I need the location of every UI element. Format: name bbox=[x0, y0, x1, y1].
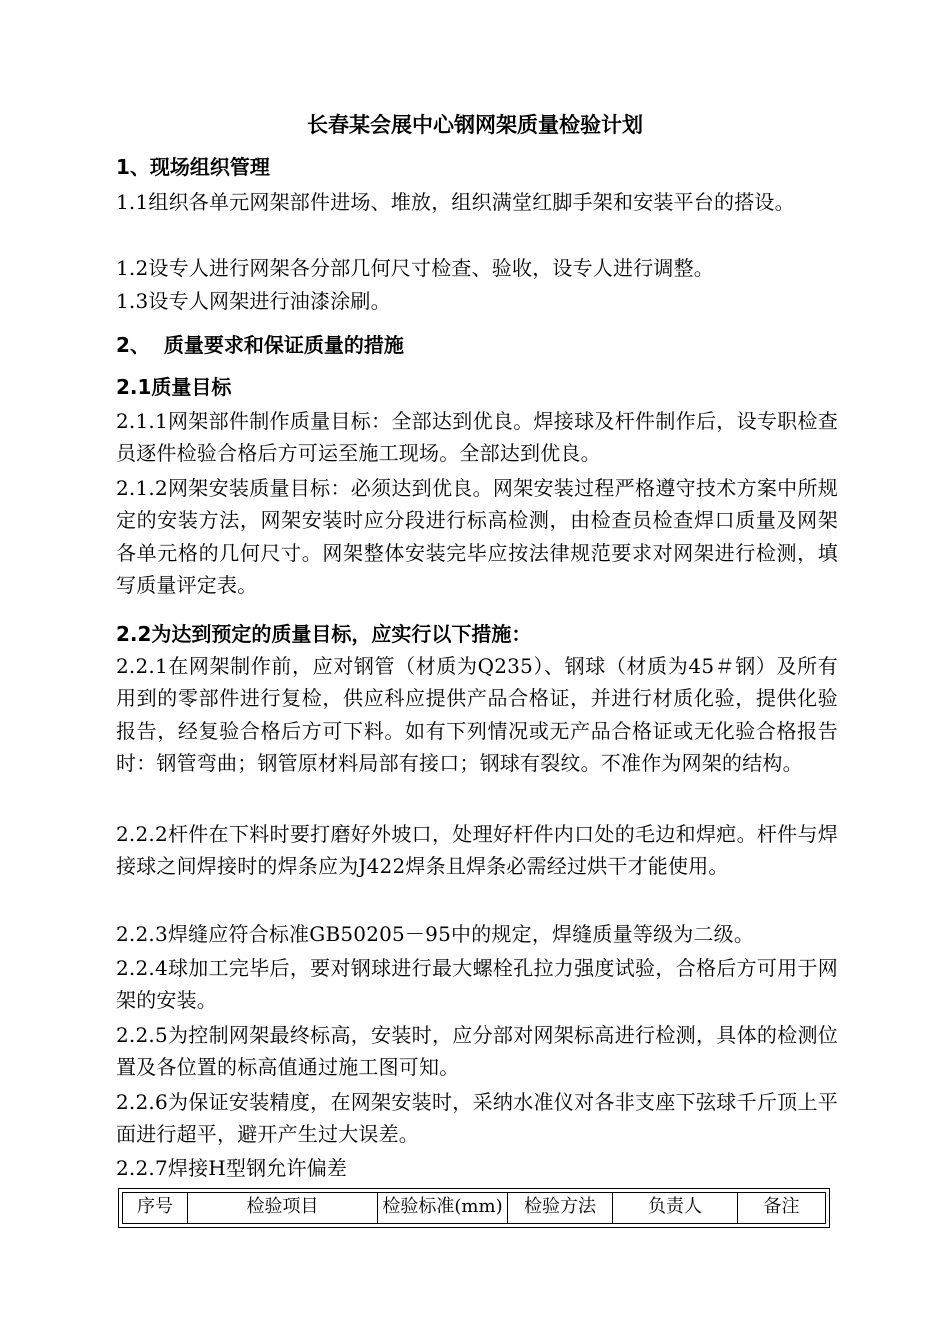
document-title: 长春某会展中心钢网架质量检验计划 bbox=[307, 113, 643, 137]
paragraph-1-3: 1.3设专人网架进行油漆涂刷。 bbox=[116, 289, 391, 313]
section-2-2-heading: 2.2为达到预定的质量目标，应实行以下措施： bbox=[116, 622, 532, 646]
paragraph-2-2-3: 2.2.3焊缝应符合标准GB50205－95中的规定，焊缝质量等级为二级。 bbox=[116, 922, 755, 946]
paragraph-2-2-2: 2.2.2杆件在下料时要打磨好外坡口，处理好杆件内口处的毛边和焊疤。杆件与焊接球之间焊接时的焊条应为J422焊条且焊条必需经过烘干才能使用。 bbox=[116, 822, 838, 879]
table-header-cell: 检验标准(mm) bbox=[378, 1193, 508, 1223]
table-header-cell: 检验方法 bbox=[508, 1193, 613, 1223]
paragraph-2-1-1: 2.1.1网架部件制作质量目标：全部达到优良。焊接球及杆件制作后，设专职检查员逐件检验合格后方可运至施工现场。全部达到优良。 bbox=[116, 409, 838, 466]
paragraph-2-2-6: 2.2.6为保证安装精度，在网架安装时，采纳水准仪对各非支座下弦球千斤顶上平面进行超平，避开产生过大误差。 bbox=[116, 1090, 838, 1147]
section-1-heading: 1、现场组织管理 bbox=[116, 155, 270, 179]
table-header-cell: 序号 bbox=[123, 1193, 188, 1223]
paragraph-1-1: 1.1组织各单元网架部件进场、堆放，组织满堂红脚手架和安装平台的搭设。 bbox=[116, 190, 795, 214]
inspection-table bbox=[118, 1188, 830, 1228]
table-header-cell: 备注 bbox=[763, 1196, 800, 1217]
section-2-1-heading: 2.1质量目标 bbox=[116, 375, 232, 399]
inspection-table-header-row bbox=[122, 1192, 826, 1224]
paragraph-2-2-1: 2.2.1在网架制作前，应对钢管（材质为Q235）、钢球（材质为45＃钢）及所有用到的零部件进行复检，供应科应提供产品合格证，并进行材质化验，提供化验报告，经复验合格后方可下料。如有下列情况或无产品合格证或无化验合格报告时：钢管弯曲；钢管原材料局部有接口；钢球有裂纹。不准作为网架的结构。 bbox=[116, 654, 838, 776]
paragraph-2-2-5: 2.2.5为控制网架最终标高，安装时，应分部对网架标高进行检测，具体的检测位置及各位置的标高值通过施工图可知。 bbox=[116, 1023, 838, 1080]
table-header-cell: 检验项目 bbox=[188, 1193, 378, 1223]
paragraph-2-2-7: 2.2.7焊接H型钢允许偏差 bbox=[116, 1156, 348, 1180]
table-header-cell: 负责人 bbox=[613, 1193, 738, 1223]
section-2-heading: 2、 质量要求和保证质量的措施 bbox=[116, 333, 404, 357]
paragraph-2-1-2: 2.1.2网架安装质量目标：必须达到优良。网架安装过程严格遵守技术方案中所规定的安装方法，网架安装时应分段进行标高检测，由检查员检查焊口质量及网架各单元格的几何尺寸。网架整体安装完毕应按法律规范要求对网架进行检测，填写质量评定表。 bbox=[116, 476, 838, 598]
paragraph-1-2: 1.2设专人进行网架各分部几何尺寸检查、验收，设专人进行调整。 bbox=[116, 256, 715, 280]
paragraph-2-2-4: 2.2.4球加工完毕后，要对钢球进行最大螺栓孔拉力强度试验，合格后方可用于网架的安装。 bbox=[116, 956, 838, 1013]
